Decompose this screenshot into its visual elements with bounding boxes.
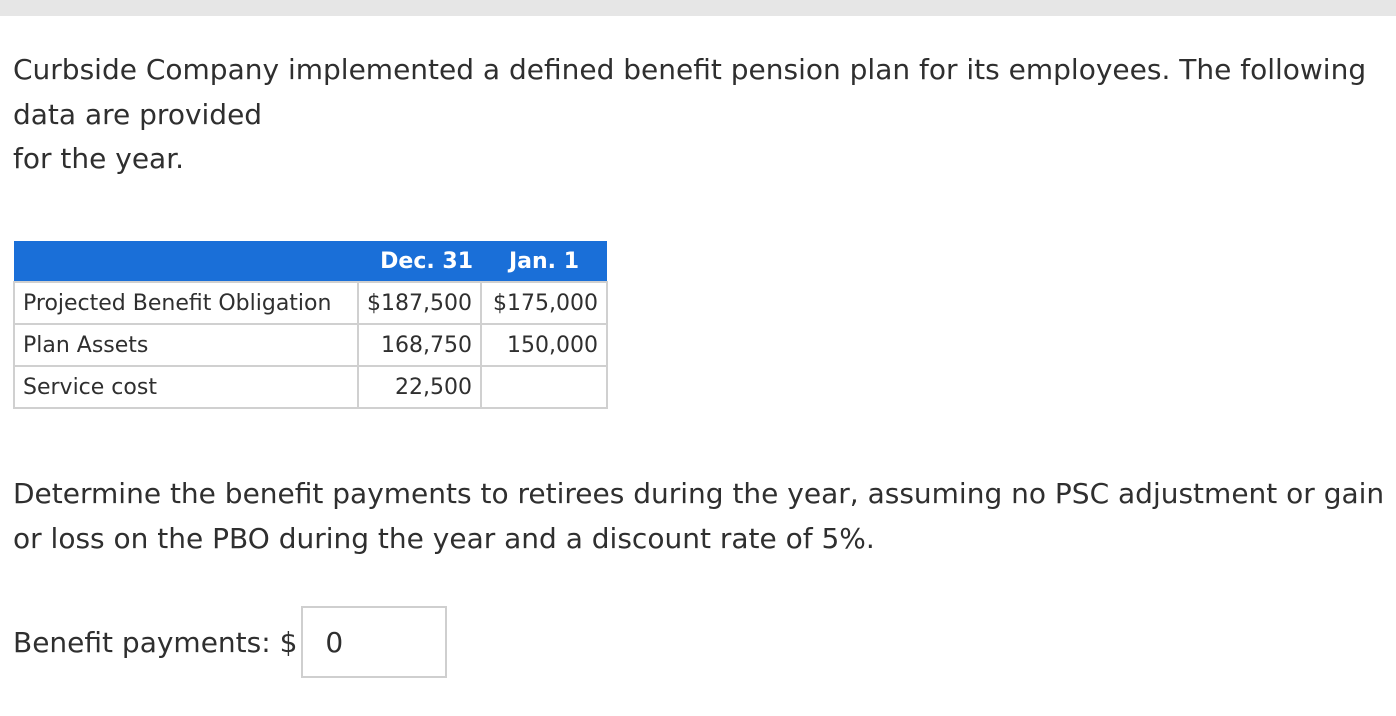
header-label — [14, 241, 358, 282]
row-label: Plan Assets — [14, 324, 358, 366]
problem-intro — [13, 48, 1383, 182]
pension-data-table — [13, 241, 608, 409]
row-dec-31-value: 22,500 — [358, 366, 481, 408]
table-header-row — [14, 241, 607, 282]
header-jan-1: Jan. 1 — [481, 241, 607, 282]
benefit-payments-input[interactable] — [301, 606, 447, 678]
row-label: Service cost — [14, 366, 358, 408]
header-dec-31: Dec. 31 — [358, 241, 481, 282]
row-jan-1-value: $175,000 — [481, 282, 607, 324]
table-row — [14, 366, 607, 408]
intro-line-1: Curbside Company implemented a defined benefit pension plan for its employees. The following — [13, 53, 1367, 86]
table-row — [14, 324, 607, 366]
row-jan-1-value — [481, 366, 607, 408]
table-row — [14, 282, 607, 324]
row-label: Projected Benefit Obligation — [14, 282, 358, 324]
question-text — [13, 472, 1388, 561]
question-line-1: Determine the benefit payments to retirees during the year, assuming no PSC adjustment or gain — [13, 477, 1385, 510]
top-bar — [0, 0, 1396, 16]
intro-line-3: for the year. — [13, 142, 185, 175]
row-jan-1-value: 150,000 — [481, 324, 607, 366]
question-line-2: or loss on the PBO during the year and a discount rate of 5%. — [13, 521, 875, 555]
answer-row — [13, 606, 447, 678]
row-dec-31-value: 168,750 — [358, 324, 481, 366]
row-dec-31-value: $187,500 — [358, 282, 481, 324]
intro-line-2: data are provided — [13, 97, 263, 131]
benefit-payments-label: Benefit payments: $ — [13, 625, 298, 659]
